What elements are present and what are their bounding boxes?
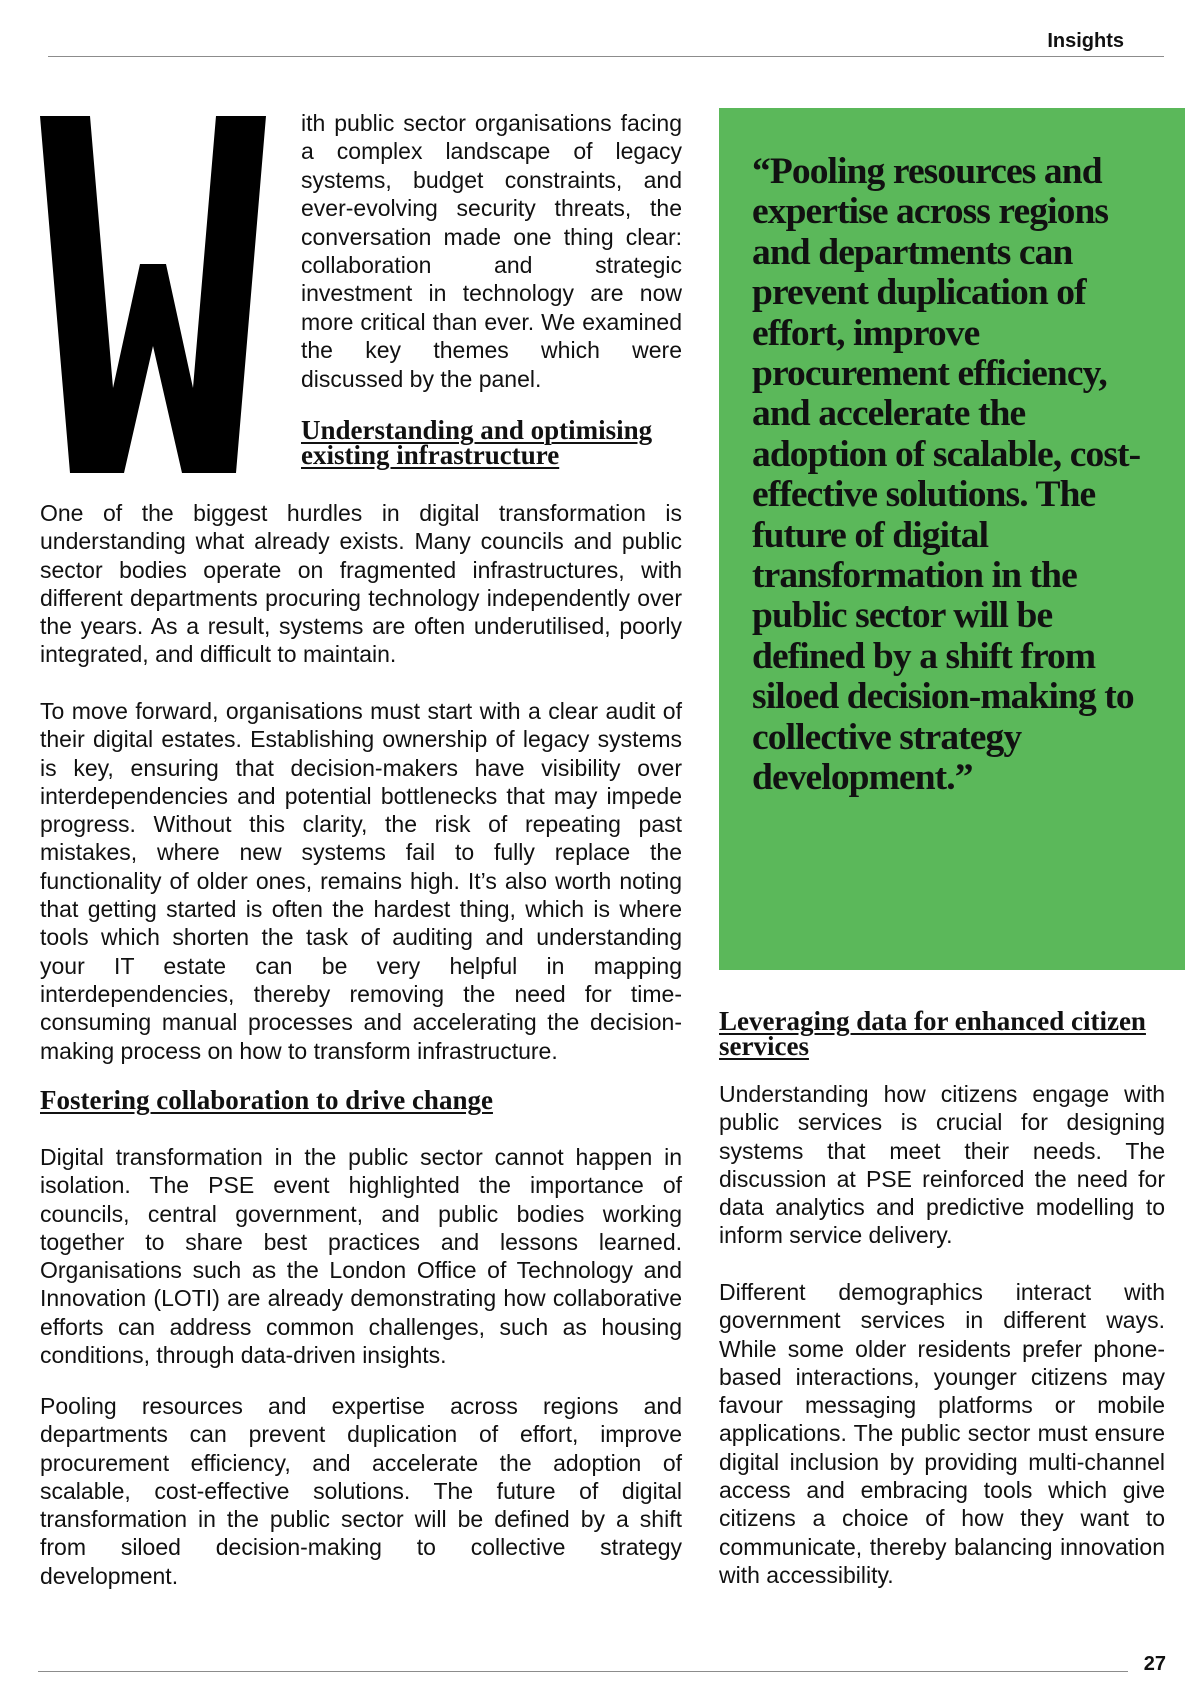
- paragraph-data-2: Different demographics interact with government services in different ways. While some older residents prefer phone-based interactions, younger citizens may favour messaging platforms or mobile applications. The public sector must ensure digital inclusion by providing multi-channel access and embracing tools which give citizens a choice of how they want to communicate, thereby balancing innovation with accessibility.: [719, 1279, 1165, 1588]
- intro-paragraph: ith public sector organisations facing a complex landscape of legacy systems, budget constraints, and ever-evolving security threats, the conversation made one thing clear: collaboration and strategic investment in technology are now more critical than ever. We examined the key themes which were discussed by the panel.: [301, 110, 682, 392]
- section-label: Insights: [1047, 30, 1124, 52]
- section-heading-data: Leveraging data for enhanced citizen services: [719, 1006, 1146, 1061]
- pull-quote-text: “Pooling resources and expertise across regions and departments can prevent duplication of effort, improve procurement efficiency, and accelerate the adoption of scalable, cost-effective solutions. The future of digital transformation in the public sector will be defined by a shift from siloed decision-making to collective strategy development.”: [752, 151, 1141, 799]
- paragraph-infrastructure-1: One of the biggest hurdles in digital transformation is understanding what already exists. Many councils and public sector bodies operate on fragmented infrastructures, with different departments procuring technology independently over the years. As a result, systems are often underutilised, poorly integrated, and difficult to maintain.: [40, 500, 682, 668]
- paragraph-data-1: Understanding how citizens engage with public services is crucial for designing systems that meet their needs. The discussion at PSE reinforced the need for data analytics and predictive modelling to inform service delivery.: [719, 1081, 1165, 1249]
- section-heading-collaboration: Fostering collaboration to drive change: [40, 1085, 493, 1115]
- paragraph-infrastructure-2: To move forward, organisations must start with a clear audit of their digital estates. Establishing ownership of legacy systems is key, ensuring that decision-makers have visibility over interdependencies and potential bottlenecks that may impede progress. Without this clarity, the risk of repeating past mistakes, where new systems fail to fully replace the functionality of older ones, remains high. It’s also worth noting that getting started is often the hardest thing, which is where tools which shorten the task of auditing and understanding your IT estate can be very helpful in mapping interdependencies, thereby removing the need for time-consuming manual processes and accelerating the decision-making process on how to transform infrastructure.: [40, 698, 682, 1064]
- header-divider: [48, 56, 1164, 57]
- section-heading-infrastructure: Understanding and optimising existing infrastructure: [301, 415, 653, 470]
- footer-divider: [38, 1671, 1128, 1672]
- paragraph-collaboration-2: Pooling resources and expertise across regions and departments can prevent duplication of effort, improve procurement efficiency, and accelerate the adoption of scalable, cost-effective solutions. The future of digital transformation in the public sector will be defined by a shift from siloed decision-making to collective strategy development.: [40, 1393, 682, 1589]
- paragraph-collaboration-1: Digital transformation in the public sector cannot happen in isolation. The PSE event highlighted the importance of councils, central government, and public bodies working together to share best practices and lessons learned. Organisations such as the London Office of Technology and Innovation (LOTI) are already demonstrating how collaborative efforts can address common challenges, such as housing conditions, through data-driven insights.: [40, 1144, 682, 1369]
- page-number: 27: [1143, 1653, 1166, 1675]
- pull-quote-box: [719, 108, 1185, 970]
- dropcap-letter: [40, 116, 266, 473]
